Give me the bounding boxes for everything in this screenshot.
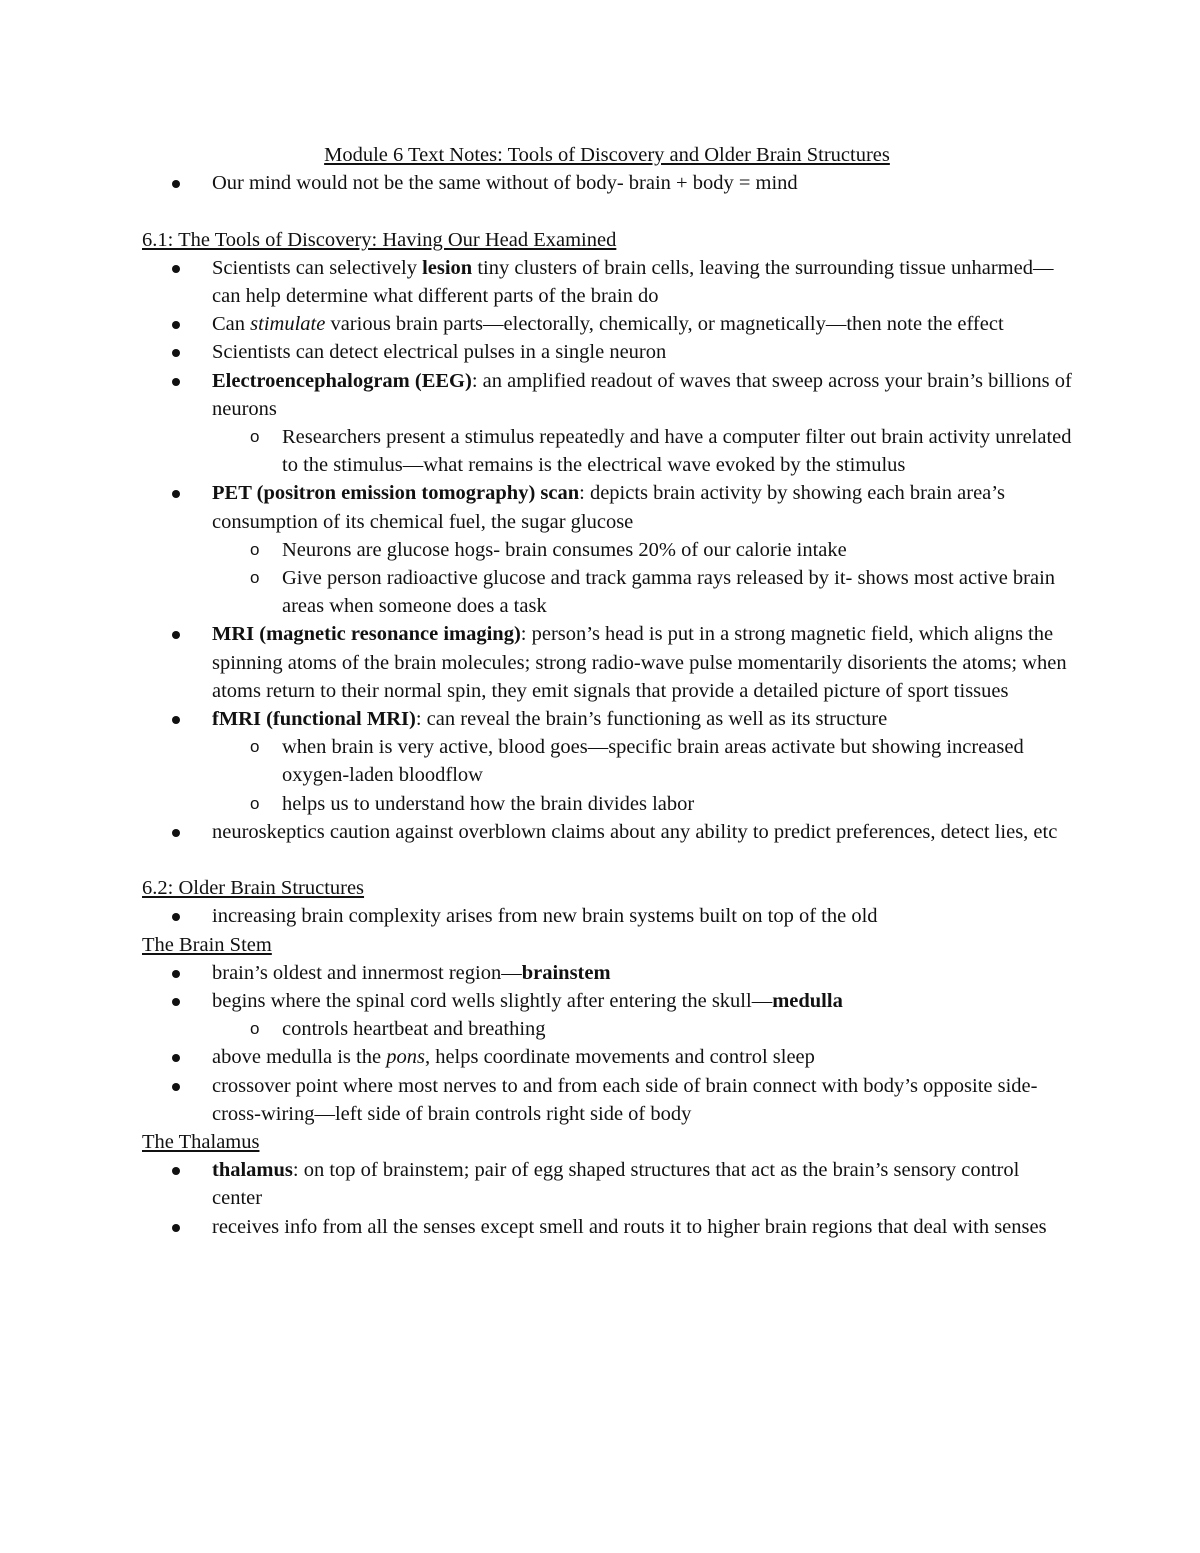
sub-list-item [212, 564, 1072, 620]
circle-bullet-icon: o [250, 427, 260, 447]
stimulate-pre: Can [212, 313, 251, 336]
fmri-sub-text: when brain is very active, blood goes—specific brain areas activate but showing increased oxygen-laden bloodflow [282, 736, 1024, 787]
list-item [142, 367, 1072, 480]
bullet-icon [172, 913, 180, 921]
sub-list-item [212, 423, 1072, 479]
intro-text: Our mind would not be the same without of body- brain + body = mind [212, 172, 798, 195]
circle-bullet-icon: o [250, 568, 260, 588]
pulses-text: Scientists can detect electrical pulses in a single neuron [212, 341, 667, 364]
spacer [142, 197, 1072, 225]
circle-bullet-icon: o [250, 539, 260, 559]
list-item [142, 479, 1072, 620]
neuroskeptics-text: neuroskeptics caution against overblown claims about any ability to predict preferences, detect lies, etc [212, 820, 1058, 843]
sub-list-item [212, 1015, 1072, 1043]
fmri-sublist [212, 733, 1072, 818]
bullet-icon [172, 998, 180, 1006]
crossover-text: crossover point where most nerves to and from each side of brain connect with body’s opposite side- cross-wiring—left side of brain controls right side of body [212, 1074, 1038, 1125]
brainstem-pre: brain’s oldest and innermost region— [212, 961, 522, 984]
sub-list-item [212, 536, 1072, 564]
brain-stem-list [142, 959, 1072, 1128]
bullet-icon [172, 1224, 180, 1232]
intro-list [142, 169, 1072, 197]
eeg-sublist [212, 423, 1072, 479]
circle-bullet-icon: o [250, 737, 260, 757]
medulla-sub-text: controls heartbeat and breathing [282, 1018, 546, 1041]
list-item [142, 310, 1072, 338]
list-item [142, 818, 1072, 846]
pet-term: PET (positron emission tomography) scan [212, 482, 580, 505]
list-item [142, 705, 1072, 818]
bullet-icon [172, 321, 180, 329]
subheading-brain-stem: The Brain Stem [142, 933, 272, 956]
bullet-icon [172, 631, 180, 639]
senses-text: receives info from all the senses except smell and routs it to higher brain regions that deal with senses [212, 1215, 1047, 1238]
bullet-icon [172, 378, 180, 386]
bullet-icon [172, 180, 180, 188]
lesion-post: tiny clusters of brain cells, leaving the surrounding tissue unharmed—can help determine what different parts of the brain do [212, 256, 1054, 307]
eeg-sub-text: Researchers present a stimulus repeatedly and have a computer filter out brain activity unrelated to the stimulus—what remains is the electrical wave evoked by the stimulus [282, 426, 1072, 477]
list-item [142, 987, 1072, 1043]
eeg-def: : an amplified readout of waves that sweep across your brain’s billions of neurons [212, 369, 1072, 420]
medulla-pre: begins where the spinal cord wells slightly after entering the skull— [212, 990, 773, 1013]
pons-pre: above medulla is the [212, 1046, 387, 1069]
brainstem-term: brainstem [521, 961, 611, 984]
bullet-icon [172, 1054, 180, 1062]
section-6-2-list [142, 902, 1072, 930]
medulla-term: medulla [772, 990, 843, 1013]
eeg-term: Electroencephalogram (EEG) [212, 369, 472, 392]
list-item [142, 620, 1072, 705]
sub-list-item [212, 733, 1072, 789]
pons-post: , helps coordinate movements and control sleep [424, 1046, 815, 1069]
bullet-icon [172, 829, 180, 837]
list-item [142, 254, 1072, 310]
thalamus-term: thalamus [212, 1159, 293, 1182]
document-page [142, 141, 1072, 1241]
stimulate-term: stimulate [250, 313, 326, 336]
medulla-sublist [212, 1015, 1072, 1043]
list-item [142, 902, 1072, 930]
pons-term: pons [386, 1046, 425, 1069]
fmri-def: : can reveal the brain’s functioning as well as its structure [415, 708, 888, 731]
lesion-pre: Scientists can selectively [212, 256, 423, 279]
list-item [142, 338, 1072, 366]
fmri-sub-text: helps us to understand how the brain divides labor [282, 792, 695, 815]
mri-def: : person’s head is put in a strong magnetic field, which aligns the spinning atoms of the brain molecules; strong radio-wave pulse momentarily disorients the atoms; when atoms return to their normal spin, they emit signals that provide a detailed picture of sport tissues [212, 623, 1067, 702]
list-item [142, 959, 1072, 987]
bullet-icon [172, 1083, 180, 1091]
list-item [142, 1156, 1072, 1212]
list-item [142, 1072, 1072, 1128]
list-item [142, 169, 1072, 197]
page-title: Module 6 Text Notes: Tools of Discovery and Older Brain Structures [324, 144, 890, 166]
bullet-icon [172, 716, 180, 724]
list-item [142, 1043, 1072, 1071]
section-6-1-list [142, 254, 1072, 846]
pet-def: : depicts brain activity by showing each brain area’s consumption of its chemical fuel, the sugar glucose [212, 482, 1005, 533]
pet-sub-text: Neurons are glucose hogs- brain consumes 20% of our calorie intake [282, 538, 847, 561]
mri-term: MRI (magnetic resonance imaging) [212, 623, 521, 646]
bullet-icon [172, 970, 180, 978]
complexity-text: increasing brain complexity arises from new brain systems built on top of the old [212, 905, 878, 928]
section-heading-6-1: 6.1: The Tools of Discovery: Having Our Head Examined [142, 228, 617, 251]
bullet-icon [172, 265, 180, 273]
circle-bullet-icon: o [250, 793, 260, 813]
circle-bullet-icon: o [250, 1019, 260, 1039]
list-item [142, 1213, 1072, 1241]
subheading-thalamus: The Thalamus [142, 1131, 260, 1154]
thalamus-list [142, 1156, 1072, 1241]
pet-sublist [212, 536, 1072, 621]
thalamus-def: : on top of brainstem; pair of egg shaped structures that act as the brain’s sensory control center [212, 1159, 1020, 1210]
sub-list-item [212, 790, 1072, 818]
section-heading-6-2: 6.2: Older Brain Structures [142, 877, 365, 900]
bullet-icon [172, 349, 180, 357]
pet-sub-text: Give person radioactive glucose and track gamma rays released by it- shows most active brain areas when someone does a task [282, 567, 1056, 618]
fmri-term: fMRI (functional MRI) [212, 708, 416, 731]
spacer [142, 846, 1072, 874]
bullet-icon [172, 1167, 180, 1175]
lesion-term: lesion [422, 256, 473, 279]
stimulate-post: various brain parts—electorally, chemically, or magnetically—then note the effect [325, 313, 1004, 336]
bullet-icon [172, 490, 180, 498]
